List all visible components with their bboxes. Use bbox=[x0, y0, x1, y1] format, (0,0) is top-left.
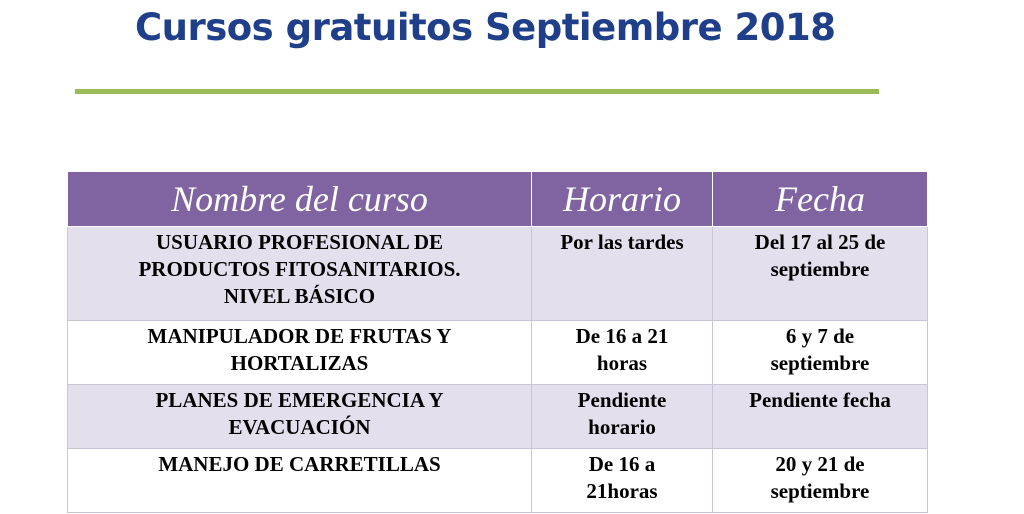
cell-horario: De 16 a 21horas bbox=[532, 449, 713, 513]
cell-horario: De 16 a 21 horas bbox=[532, 321, 713, 385]
header-nombre: Nombre del curso bbox=[68, 172, 532, 227]
header-horario: Horario bbox=[532, 172, 713, 227]
header-fecha: Fecha bbox=[713, 172, 928, 227]
cell-fecha: Pendiente fecha bbox=[713, 385, 928, 449]
cell-fecha: Del 17 al 25 de septiembre bbox=[713, 227, 928, 321]
table-row bbox=[68, 449, 928, 513]
table-row bbox=[68, 321, 928, 385]
cell-fecha: 6 y 7 de septiembre bbox=[713, 321, 928, 385]
courses-table bbox=[67, 171, 928, 513]
title-divider bbox=[75, 89, 879, 94]
table-row bbox=[68, 385, 928, 449]
table-row bbox=[68, 227, 928, 321]
cell-horario: Por las tardes bbox=[532, 227, 713, 321]
cell-nombre: MANEJO DE CARRETILLAS bbox=[68, 449, 532, 513]
table-header-row bbox=[68, 172, 928, 227]
cell-nombre: MANIPULADOR DE FRUTAS Y HORTALIZAS bbox=[68, 321, 532, 385]
cell-horario: Pendiente horario bbox=[532, 385, 713, 449]
page-title: Cursos gratuitos Septiembre 2018 bbox=[135, 6, 836, 49]
cell-nombre: USUARIO PROFESIONAL DE PRODUCTOS FITOSANITARIOS. NIVEL BÁSICO bbox=[68, 227, 532, 321]
cell-fecha: 20 y 21 de septiembre bbox=[713, 449, 928, 513]
cell-nombre: PLANES DE EMERGENCIA Y EVACUACIÓN bbox=[68, 385, 532, 449]
